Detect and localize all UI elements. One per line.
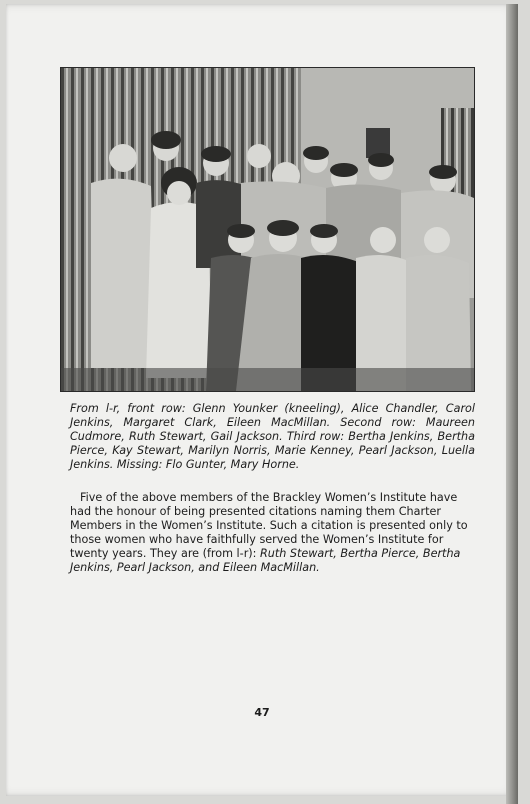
page-number: 47 [254, 706, 270, 719]
body-paragraph [70, 491, 475, 575]
citation-names: Ruth Stewart, Bertha Pierce, Bertha Jenkins, Pearl Jackson, and Eileen MacMillan. [70, 547, 461, 574]
body-text: Five of the above members of the Brackley Women’s Institute have had the honour of being presented citations naming them Charter Members in the Women’s Institute. Such a citation is presented only to those women who have faithfully served the Women’s Institute for twenty years. They are (from l-r): [70, 491, 468, 560]
photo-caption: From l-r, front row: Glenn Younker (kneeling), Alice Chandler, Carol Jenkins, Margaret Clark, Eileen MacMillan. Second row: Maureen Cudmore, Ruth Stewart, Gail Jackson. Third row: Bertha Jenkins, Bertha Pierce, Kay Stewart, Marilyn Norris, Marie Kenney, Pearl Jackson, Luella Jenkins. Missing: Flo Gunter, Mary Horne. [70, 402, 475, 471]
group-photograph [60, 67, 475, 392]
page-edge-shadow [506, 4, 518, 804]
